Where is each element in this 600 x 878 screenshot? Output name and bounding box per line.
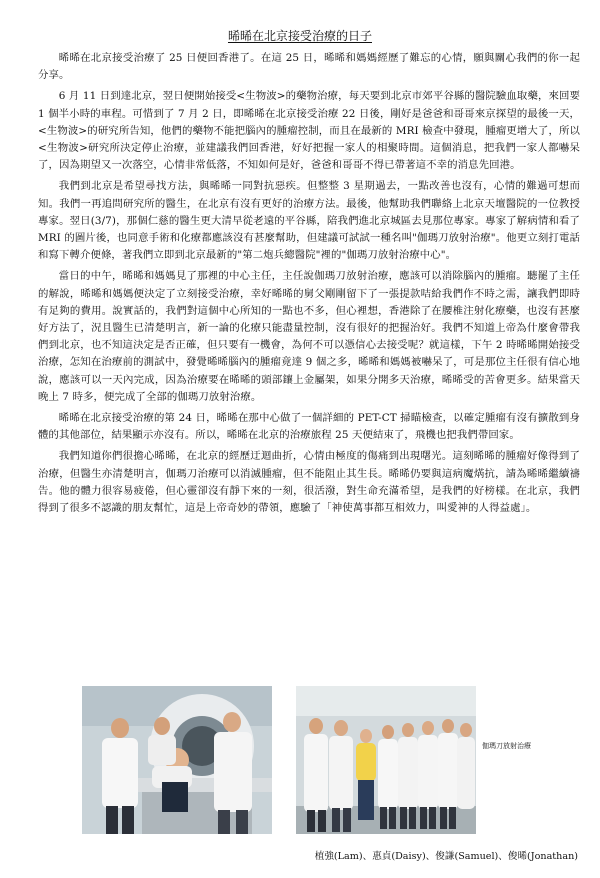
paragraph-1: 晞晞在北京接受治療了 25 日便回香港了。在這 25 日，晞晞和媽媽經歷了難忘的心情，願與關心我們的你一起分享。 — [38, 52, 580, 82]
photo-medical-team — [296, 686, 476, 834]
photo-medical-team-image — [296, 686, 476, 834]
paragraph-6: 我們知道你們很擔心晞晞，在北京的經歷迂迴曲折，心情由極度的傷痛到出現曙光。這刻晞晞的腫瘤好像得到了治療，但醫生亦清楚明言，伽瑪刀治療可以消滅腫瘤，但不能阻止其生長。晞晞仍要與這病魔焫抗，請為晞晞繼續禱告。他的體力很容易疲倦，但心靈卻沒有靜下來的一刻，很活潑，對生命充滿希望，是我們的好榜樣。在北京，我們得到了很多不認識的朋友幫忙，這是上帝奇妙的帶領，應驗了「神使萬事都互相效力，叫愛神的人得益處」。 — [38, 450, 580, 515]
paragraph-4: 當日的中午，晞晞和媽媽見了那裡的中心主任，主任說伽瑪刀放射治療，應該可以消除腦內的腫瘤。聽罷了主任的解說，晞晞和媽媽便決定了立刻接受治療，幸好晞晞的舅父剛剛留下了一張提款咭給我們作不時之需，讓我們即時有足夠的費用。說實話的，我們對這個中心所知的一點也不多，但心裡想，香港除了在腰椎注射化療藥，也沒有甚麼好方法了，況且醫生已清楚明言，新一論的化療只能盡量控制，沒有很好的把握治好。我們不知道上帝為什麼會帶我們到北京，也不知這決定是否正確，但只要有一機會，為何不可以憑信心去接受呢？就這樣，下午 2 時晞晞開始接受治療，怎知在治療前的測試中，發覺晞晞腦內的腫瘤竟達 9 個之多，晞晞和媽媽被嚇呆了，可是那位主任很有信心地說，應該可以一天內完成，因為治療要在晞晞的頭部鑲上金屬架，如果分開多天治療，晞晞受的苦會更多。結果當天晚上 7 時多，便完成了全部的伽瑪刀放射治療。 — [38, 270, 580, 403]
paragraph-2: 6 月 11 日到達北京，翌日便開始接受<生物波>的藥物治療，每天要到北京市郊平谷縣的醫院驗血取藥，來回要 1 個半小時的車程。可惜到了 7 月 2 日，即晞晞在北京接受治療 22 日後，剛好是爸爸和哥哥來京探望的最後一天，<生物波>的研究所告知，他們的藥物不能把腦內的腫瘤控制，而且在最新的 MRI 檢查中發現，腫瘤更增大了，所以<生物波>研究所決定停止治療，並建議我們回香港，好好把握一家人的相聚時間。這個消息，把我們一家人都嚇呆了，因為期望又一次落空，心情非常低落，不知如何是好，爸爸和哥哥不得已帶著這不幸的消息先回港。 — [38, 90, 580, 172]
document-title-text: 晞晞在北京接受治療的日子 — [227, 29, 372, 43]
document-title — [0, 28, 600, 44]
paragraph-3: 我們到北京是希望尋找方法，與晞晞一同對抗惡疾。但整整 3 星期過去，一點改善也沒有，心情的難過可想而知。我們一再追問研究所的醫生，在北京有沒有更好的治療方法。最後，他幫助我們聯絡上北京天壇醫院的一位教授專家。翌日(3/7)，那個仁慈的醫生更大清早從老遠的平谷縣，陪我們進北京城區去見那位專家。專家了解病情和看了 MRI 的圖片後，也同意手術和化療都應該沒有甚麼幫助，但建議可試試一種名叫"伽瑪刀放射治療"。他更立刻打電話和寫下轉介便條，著我們立即到北京最新的"第二炮兵總醫院"裡的"伽瑪刀放射治療中心"。 — [38, 180, 580, 262]
paragraph-5: 晞晞在北京接受治療的第 24 日，晞晞在那中心做了一個詳細的 PET-CT 掃瞄檢查，以確定腫瘤有沒有擴散到身體的其他部位，結果顯示亦沒有。所以，晞晞在北京的治療旅程 25 天便結束了，飛機也把我們帶回家。 — [38, 412, 580, 442]
signature-line: 植強(Lam)、惠貞(Daisy)、俊謙(Samuel)、俊晞(Jonathan) — [314, 851, 578, 862]
photo-treatment-room — [82, 686, 272, 834]
photo-treatment-room-image — [82, 686, 272, 834]
document-body — [38, 50, 580, 521]
photo-caption: 伽瑪刀放射治療 — [482, 742, 531, 750]
